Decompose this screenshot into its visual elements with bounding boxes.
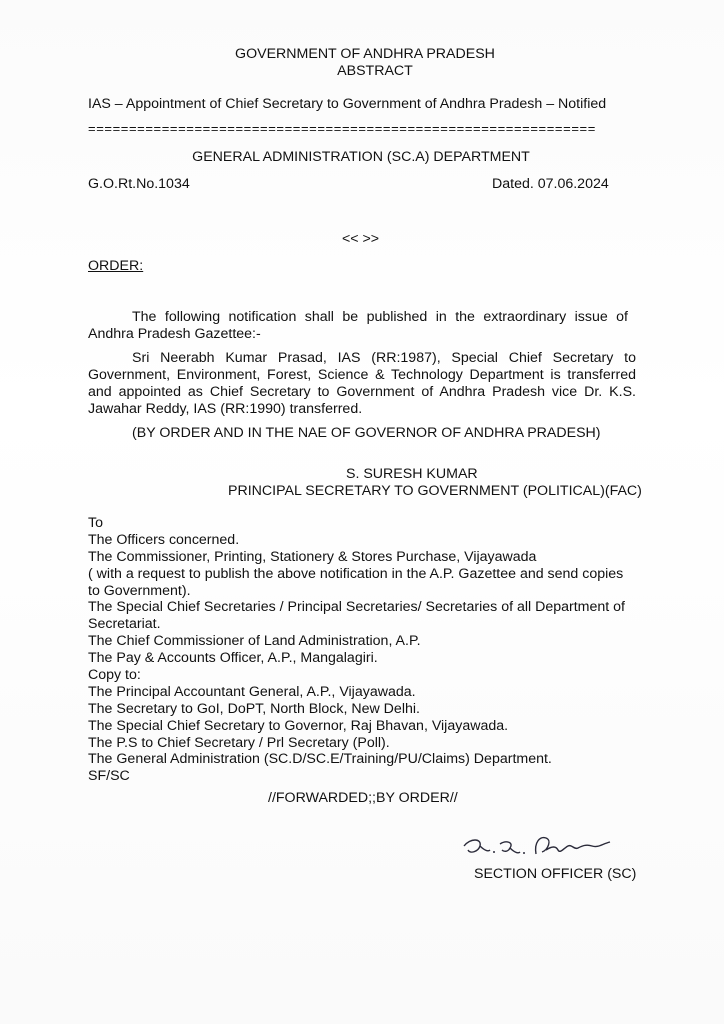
list-item: The Chief Commissioner of Land Administration, A.P. — [88, 633, 421, 650]
list-item: The P.S to Chief Secretary / Prl Secretary (Poll). — [88, 734, 390, 751]
by-order-line: (BY ORDER AND IN THE NAE OF GOVERNOR OF ANDHRA PRADESH) — [132, 425, 601, 441]
list-item: The Principal Accountant General, A.P., Vijayawada. — [88, 683, 416, 700]
list-item: The Pay & Accounts Officer, A.P., Mangalagiri. — [88, 650, 378, 667]
department-heading: GENERAL ADMINISTRATION (SC.A) DEPARTMENT — [192, 149, 530, 165]
list-item: The Officers concerned. — [88, 531, 240, 548]
list-item: SF/SC — [88, 768, 130, 785]
list-item: The Secretary to GoI, DoPT, North Block, New Delhi. — [88, 700, 420, 717]
list-item: The General Administration (SC.D/SC.E/Training/PU/Claims) Department. — [88, 751, 552, 768]
signatory-designation: PRINCIPAL SECRETARY TO GOVERNMENT (POLITICAL)(FAC) — [228, 483, 642, 499]
list-item: Secretariat. — [88, 616, 161, 633]
section-officer: SECTION OFFICER (SC) — [474, 866, 637, 882]
list-item: The Commissioner, Printing, Stationery & Stores Purchase, Vijayawada — [88, 548, 537, 565]
list-item: to Government). — [88, 582, 191, 599]
order-heading: ORDER: — [88, 258, 144, 274]
government-heading: GOVERNMENT OF ANDHRA PRADESH — [235, 46, 495, 62]
order-paragraph-1: The following notification shall be published in the extraordinary issue of Andhra Pradesh Gazettee:- — [88, 309, 628, 342]
abstract-heading: ABSTRACT — [337, 63, 413, 79]
read-marker: << >> — [342, 231, 380, 247]
handwritten-signature — [460, 832, 620, 866]
list-item: The Special Chief Secretaries / Principal Secretaries/ Secretaries of all Department of — [88, 599, 625, 616]
subject-line: IAS – Appointment of Chief Secretary to Government of Andhra Pradesh – Notified — [88, 96, 607, 112]
distribution-list — [88, 515, 648, 785]
list-item: Copy to: — [88, 667, 141, 684]
list-item: To — [88, 515, 103, 531]
order-paragraph-2: Sri Neerabh Kumar Prasad, IAS (RR:1987), Special Chief Secretary to Government, Environment, Forest, Science & Technology Department is transferred and appointed as Chief Secretary to Government of Andhra Pradesh vice Dr. K.S. Jawahar Reddy, IAS (RR:1990) transferred. — [88, 350, 636, 417]
forwarded-line: //FORWARDED;;BY ORDER// — [268, 790, 458, 806]
signatory-name: S. SURESH KUMAR — [346, 466, 478, 482]
go-number: G.O.Rt.No.1034 — [88, 176, 190, 192]
list-item: ( with a request to publish the above notification in the A.P. Gazettee and send copies — [88, 565, 624, 582]
separator-line: ============================================================== — [88, 121, 596, 136]
dated: Dated. 07.06.2024 — [492, 176, 609, 192]
list-item: The Special Chief Secretary to Governor, Raj Bhavan, Vijayawada. — [88, 717, 509, 734]
